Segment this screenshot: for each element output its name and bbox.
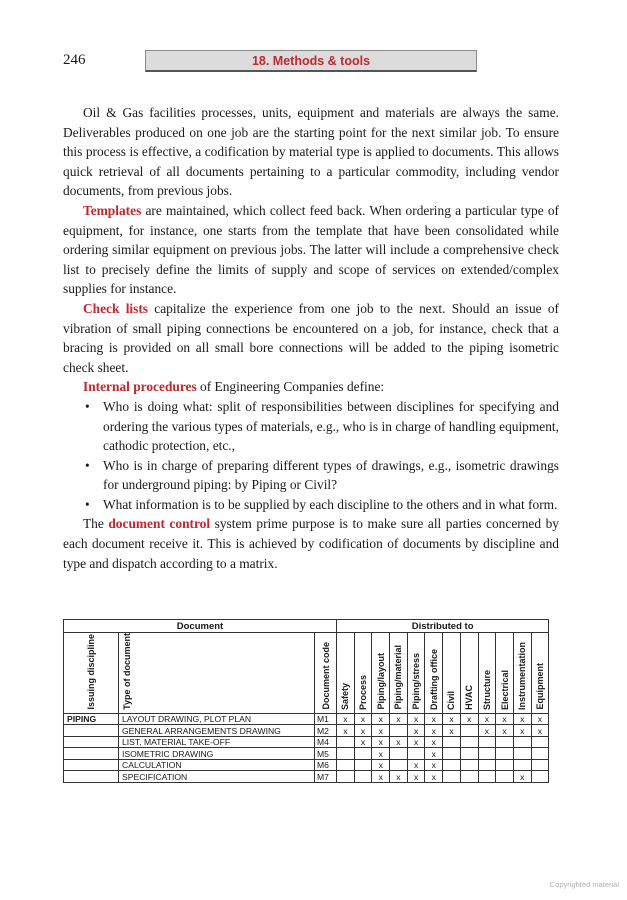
distribution-mark-cell: [354, 759, 372, 771]
issuing-discipline-cell: [64, 771, 119, 783]
page-number: 246: [63, 52, 86, 68]
col-issuing-discipline: Issuing discipline: [64, 633, 119, 714]
distribution-mark-cell: x: [372, 748, 390, 760]
distribution-mark-cell: x: [354, 725, 372, 737]
distribution-mark-cell: x: [372, 725, 390, 737]
body-text: [63, 103, 559, 573]
col-type-of-document: Type of document: [119, 633, 315, 714]
distribution-mark-cell: x: [425, 736, 443, 748]
col-structure: Structure: [478, 633, 496, 714]
distribution-mark-cell: [496, 736, 514, 748]
distribution-mark-cell: [460, 736, 478, 748]
distribution-mark-cell: x: [478, 725, 496, 737]
distribution-mark-cell: x: [531, 713, 549, 725]
distribution-mark-cell: [496, 759, 514, 771]
distribution-mark-cell: [531, 771, 549, 783]
distribution-mark-cell: x: [390, 736, 408, 748]
document-type-cell: CALCULATION: [119, 759, 315, 771]
chapter-title: 18. Methods & tools: [145, 50, 477, 72]
col-electrical: Electrical: [496, 633, 514, 714]
distribution-mark-cell: [478, 759, 496, 771]
bullet-icon: •: [85, 496, 90, 512]
distribution-mark-cell: x: [407, 759, 425, 771]
distribution-mark-cell: [531, 736, 549, 748]
bullet-text: What information is to be supplied by each discipline to the others and in what form.: [103, 496, 558, 512]
distribution-mark-cell: x: [425, 771, 443, 783]
document-code-cell: M6: [315, 759, 337, 771]
col-instrumentation: Instrumentation: [513, 633, 531, 714]
document-code-cell: M4: [315, 736, 337, 748]
col-piping-material: Piping/material: [390, 633, 408, 714]
paragraph-check-lists-text: capitalize the experience from one job to the next. Should an issue of vibration of small piping connections be encountered on a job, for instance, check that a bracing is provided on all small bore connections will be added to the piping isometric check sheet.: [63, 300, 559, 375]
distribution-mark-cell: [337, 759, 355, 771]
distribution-mark-cell: x: [407, 713, 425, 725]
bullet-item: [63, 495, 559, 515]
col-piping-stress: Piping/stress: [407, 633, 425, 714]
document-type-cell: ISOMETRIC DRAWING: [119, 748, 315, 760]
bullet-icon: •: [85, 457, 90, 473]
matrix-column-headers: [64, 633, 549, 714]
distribution-mark-cell: x: [407, 736, 425, 748]
distribution-mark-cell: x: [407, 771, 425, 783]
col-civil: Civil: [443, 633, 461, 714]
table-row: [64, 725, 549, 737]
table-row: [64, 771, 549, 783]
col-safety: Safety: [337, 633, 355, 714]
document-type-cell: GENERAL ARRANGEMENTS DRAWING: [119, 725, 315, 737]
distribution-matrix: [63, 619, 549, 783]
distribution-mark-cell: [443, 759, 461, 771]
col-equipment: Equipment: [531, 633, 549, 714]
col-process: Process: [354, 633, 372, 714]
distribution-mark-cell: [390, 748, 408, 760]
distribution-mark-cell: [443, 736, 461, 748]
bullet-text: Who is in charge of preparing different types of drawings, e.g., isometric drawings for underground piping: by Piping or Civil?: [103, 457, 559, 493]
distribution-mark-cell: [496, 771, 514, 783]
document-type-cell: LAYOUT DRAWING, PLOT PLAN: [119, 713, 315, 725]
distribution-mark-cell: [513, 748, 531, 760]
distribution-mark-cell: [443, 771, 461, 783]
col-drafting-office: Drafting office: [425, 633, 443, 714]
matrix-group-header: [64, 620, 549, 633]
distribution-mark-cell: [337, 748, 355, 760]
issuing-discipline-cell: [64, 736, 119, 748]
paragraph-procedures: [63, 377, 559, 397]
paragraph-check-lists: [63, 299, 559, 377]
bullet-item: [63, 397, 559, 456]
distribution-mark-cell: [496, 748, 514, 760]
distribution-mark-cell: [337, 736, 355, 748]
table-row: [64, 759, 549, 771]
distribution-mark-cell: x: [513, 771, 531, 783]
issuing-discipline-cell: [64, 748, 119, 760]
distribution-mark-cell: [460, 748, 478, 760]
distribution-mark-cell: [407, 748, 425, 760]
distribution-mark-cell: x: [390, 713, 408, 725]
keyword-templates: Templates: [83, 202, 142, 218]
distribution-mark-cell: [443, 748, 461, 760]
distribution-mark-cell: x: [513, 725, 531, 737]
table-row: [64, 713, 549, 725]
table-row: [64, 748, 549, 760]
distribution-mark-cell: [337, 771, 355, 783]
col-piping-layout: Piping/layout: [372, 633, 390, 714]
issuing-discipline-cell: PIPING: [64, 713, 119, 725]
document-type-cell: LIST, MATERIAL TAKE-OFF: [119, 736, 315, 748]
distribution-mark-cell: x: [496, 713, 514, 725]
bullet-text: Who is doing what: split of responsibilities between disciplines for specifying and ordering the various types of materials, e.g., who is in charge of handling equipment, cathodic protection, etc.,: [103, 398, 559, 454]
distribution-mark-cell: [460, 771, 478, 783]
distribution-mark-cell: x: [425, 725, 443, 737]
distribution-mark-cell: x: [460, 713, 478, 725]
distribution-mark-cell: [354, 771, 372, 783]
keyword-internal-procedures: Internal procedures: [83, 379, 197, 395]
distribution-mark-cell: [513, 759, 531, 771]
table-row: [64, 736, 549, 748]
distribution-mark-cell: [460, 759, 478, 771]
distribution-mark-cell: x: [390, 771, 408, 783]
document-code-cell: M7: [315, 771, 337, 783]
distribution-mark-cell: [513, 736, 531, 748]
document-type-cell: SPECIFICATION: [119, 771, 315, 783]
document-code-cell: M1: [315, 713, 337, 725]
distribution-mark-cell: x: [531, 725, 549, 737]
distribution-mark-cell: x: [425, 748, 443, 760]
group-distributed-to: Distributed to: [337, 620, 549, 633]
distribution-mark-cell: x: [372, 771, 390, 783]
distribution-mark-cell: x: [425, 713, 443, 725]
document-code-cell: M5: [315, 748, 337, 760]
distribution-mark-cell: x: [337, 713, 355, 725]
distribution-mark-cell: x: [443, 713, 461, 725]
group-document: Document: [64, 620, 337, 633]
distribution-mark-cell: [354, 748, 372, 760]
distribution-mark-cell: x: [372, 713, 390, 725]
keyword-document-control: document control: [108, 516, 211, 532]
distribution-mark-cell: [478, 748, 496, 760]
paragraph-intro: Oil & Gas facilities processes, units, equipment and materials are always the same. Deliverables produced on one job are the starting point for the next similar job. To ensure this process is effective, a codification by material type is applied to documents. This allows quick retrieval of all documents pertaining to a particular commodity, including vendor documents, from previous jobs.: [63, 105, 559, 199]
distribution-mark-cell: x: [513, 713, 531, 725]
issuing-discipline-cell: [64, 759, 119, 771]
bullet-item: [63, 456, 559, 495]
distribution-mark-cell: x: [407, 725, 425, 737]
copyright-notice: Copyrighted material: [549, 880, 619, 889]
matrix-body: [64, 713, 549, 782]
distribution-mark-cell: x: [496, 725, 514, 737]
distribution-mark-cell: [531, 748, 549, 760]
distribution-mark-cell: x: [337, 725, 355, 737]
distribution-mark-cell: [460, 725, 478, 737]
paragraph-document-control-start: The: [83, 516, 109, 532]
distribution-mark-cell: x: [478, 713, 496, 725]
document-code-cell: M2: [315, 725, 337, 737]
distribution-mark-cell: [390, 725, 408, 737]
distribution-mark-cell: [390, 759, 408, 771]
keyword-check-lists: Check lists: [83, 300, 149, 316]
distribution-mark-cell: x: [443, 725, 461, 737]
issuing-discipline-cell: [64, 725, 119, 737]
col-document-code: Document code: [315, 633, 337, 714]
distribution-mark-cell: [478, 771, 496, 783]
distribution-mark-cell: x: [372, 759, 390, 771]
distribution-mark-cell: x: [425, 759, 443, 771]
paragraph-templates: [63, 201, 559, 299]
distribution-mark-cell: x: [354, 736, 372, 748]
bullet-icon: •: [85, 398, 90, 414]
distribution-mark-cell: x: [372, 736, 390, 748]
distribution-mark-cell: [531, 759, 549, 771]
col-hvac: HVAC: [460, 633, 478, 714]
distribution-mark-cell: x: [354, 713, 372, 725]
paragraph-document-control-text: system prime purpose is to make sure all parties concerned by each document receive it. This is achieved by codification of documents by discipline and type and dispatch according to a matrix.: [63, 516, 559, 571]
paragraph-templates-text: are maintained, which collect feed back. When ordering a particular type of equipment, for instance, one starts from the template that have been consolidated while ordering similar equipment on previous jobs. The latter will include a comprehensive check list to precisely define the limits of supply and scope of services on extended/complex supplies for instance.: [63, 202, 559, 297]
paragraph-procedures-text: of Engineering Companies define:: [196, 379, 385, 395]
procedures-bullet-list: [63, 397, 559, 515]
paragraph-document-control: [63, 514, 559, 573]
distribution-mark-cell: [478, 736, 496, 748]
